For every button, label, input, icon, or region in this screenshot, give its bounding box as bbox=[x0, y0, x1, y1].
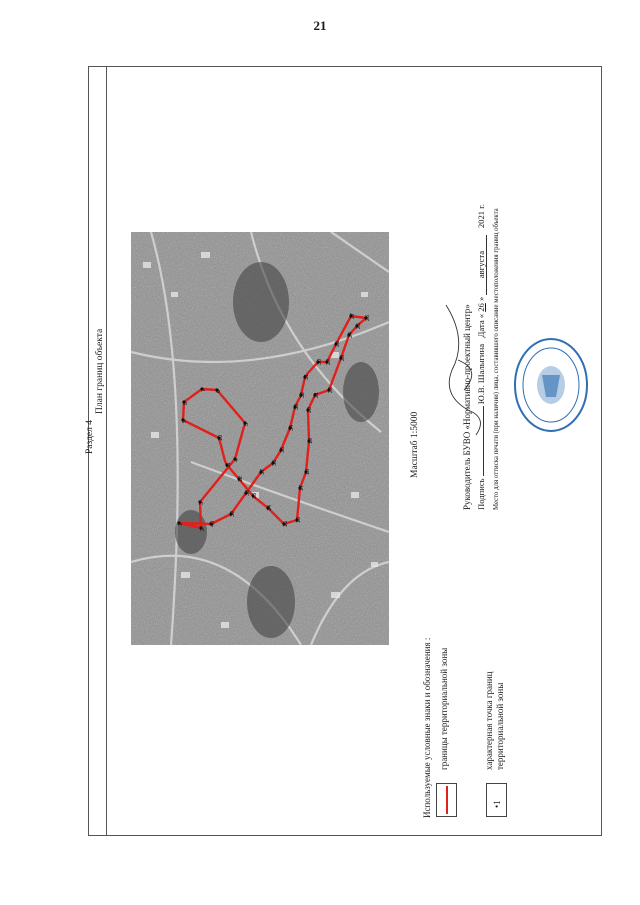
boundary-point-label-5: 5 bbox=[244, 422, 250, 426]
boundary-point-label-34: 34 bbox=[289, 424, 295, 431]
boundary-point-label-38: 38 bbox=[245, 489, 251, 496]
boundary-point-label-31: 31 bbox=[304, 373, 310, 380]
legend-heading: Используемые условные знаки и обозначения : bbox=[422, 637, 432, 818]
boundary-point-label-15: 15 bbox=[283, 520, 289, 527]
signature-line-1: Руководитель БУВО «Нормативно-проектный центр» bbox=[462, 304, 472, 510]
section-label: Раздел 4 bbox=[85, 420, 95, 454]
boundary-point-label-18: 18 bbox=[305, 468, 311, 475]
boundary-point-label-23: 23 bbox=[340, 354, 346, 361]
date-day: 26 bbox=[476, 303, 486, 312]
legend-line-swatch bbox=[436, 783, 457, 817]
boundary-point-label-4: 4 bbox=[234, 458, 240, 462]
boundary-point-label-40: 40 bbox=[210, 520, 216, 527]
boundary-point-label-6: 6 bbox=[216, 389, 222, 393]
boundary-point-label-22: 22 bbox=[328, 386, 334, 393]
date-label: Дата « bbox=[476, 313, 486, 338]
boundary-point-label-1: 1 bbox=[178, 522, 184, 526]
signature-name: Ю.В. Шалыгина bbox=[476, 343, 486, 405]
boundary-point-label-33: 33 bbox=[294, 403, 300, 410]
boundary-point-label-13: 13 bbox=[252, 492, 258, 499]
legend-item-1-label: границы территориальной зоны bbox=[439, 647, 449, 770]
legend-item-2-label-2: территориальной зоны bbox=[495, 682, 505, 770]
boundary-point-label-29: 29 bbox=[326, 358, 332, 365]
boundary-point-label-14: 14 bbox=[267, 504, 273, 511]
boundary-point-label-16: 16 bbox=[296, 516, 302, 523]
boundary-point-label-10: 10 bbox=[218, 434, 224, 441]
boundary-point-label-17: 17 bbox=[299, 484, 305, 491]
boundary-point-label-35: 35 bbox=[280, 446, 286, 453]
boundary-point-label-27: 27 bbox=[350, 312, 356, 319]
legend-point-symbol: •1 bbox=[492, 800, 502, 808]
aerial-map bbox=[131, 232, 389, 645]
signature-line-2: Подпись Ю.В. Шалыгина Дата « 26 » августа 2021 г. bbox=[476, 204, 486, 510]
boundary-point-label-30: 30 bbox=[317, 358, 323, 365]
boundary-point-label-25: 25 bbox=[356, 322, 362, 329]
map-scale: Масштаб 1:5000 bbox=[410, 411, 420, 478]
signature-prefix: Подпись bbox=[476, 478, 486, 510]
legend-item-2-label-1: характерная точка границ bbox=[484, 671, 494, 770]
date-month: августа bbox=[477, 235, 487, 295]
legend-point-swatch bbox=[486, 783, 507, 817]
handwritten-signature bbox=[438, 300, 498, 440]
boundary-point-label-20: 20 bbox=[307, 406, 313, 413]
boundary-point-label-26: 26 bbox=[365, 314, 371, 321]
boundary-point-label-3: 3 bbox=[199, 501, 205, 505]
document-title: План границ объекта bbox=[95, 328, 105, 414]
boundary-point-label-36: 36 bbox=[272, 459, 278, 466]
boundary-point-label-9: 9 bbox=[182, 419, 188, 423]
page-number: 21 bbox=[313, 18, 327, 33]
date-year: 2021 г. bbox=[476, 204, 486, 229]
boundary-point-label-24: 24 bbox=[348, 331, 354, 338]
boundary-point-label-39: 39 bbox=[230, 510, 236, 517]
boundary-point-label-12: 12 bbox=[238, 475, 244, 482]
legend-red-line bbox=[446, 786, 448, 814]
boundary-point-label-37: 37 bbox=[260, 468, 266, 475]
stamp-caption: Место для оттиска печати (при наличии) лица, составившего описание местоположения границ объекта bbox=[493, 208, 500, 510]
boundary-point-label-28: 28 bbox=[335, 340, 341, 347]
boundary-point-label-32: 32 bbox=[300, 391, 306, 398]
boundary-point-label-11: 11 bbox=[226, 462, 232, 468]
boundary-point-label-19: 19 bbox=[308, 437, 314, 444]
boundary-point-label-21: 21 bbox=[314, 391, 320, 398]
boundary-point-label-8: 8 bbox=[183, 401, 189, 405]
boundary-point-label-2: 2 bbox=[200, 527, 206, 531]
boundary-point-label-7: 7 bbox=[201, 388, 207, 392]
official-seal bbox=[512, 335, 590, 435]
